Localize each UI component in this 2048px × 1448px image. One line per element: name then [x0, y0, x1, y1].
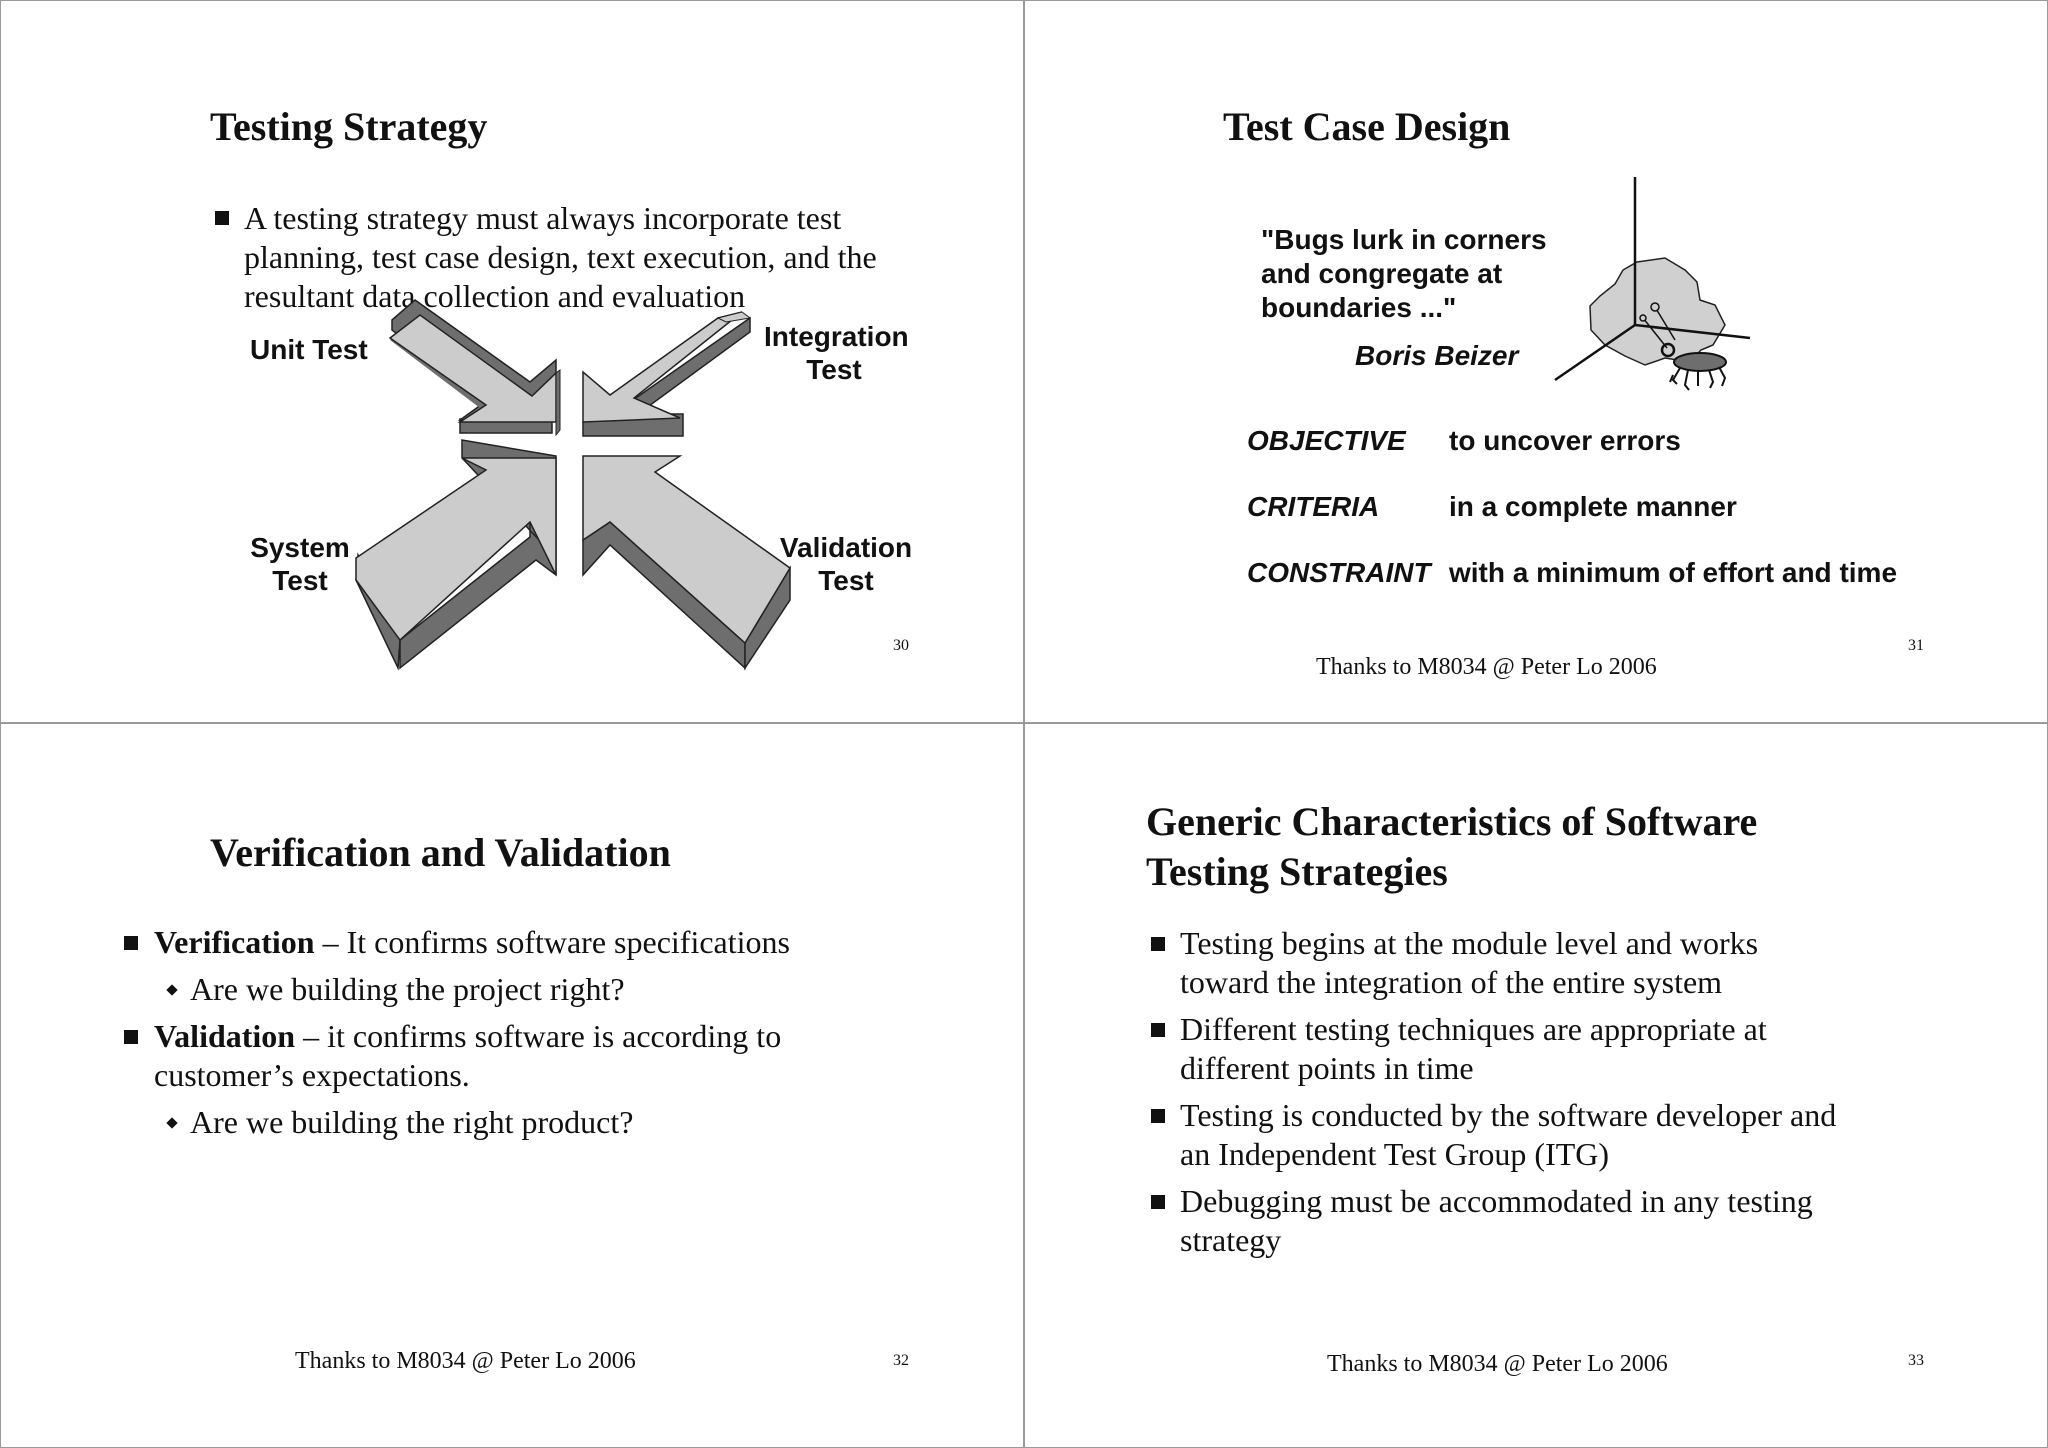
title-line: Testing Strategies: [1146, 849, 1448, 894]
label-line: Validation: [779, 532, 913, 563]
bullet-line: A testing strategy must always incorporate test: [244, 200, 842, 236]
bullet-line: Debugging must be accommodated in any testing: [1180, 1183, 1813, 1219]
term-criteria: CRITERIA: [1247, 491, 1380, 522]
sub-bullet-diamond-icon: [166, 1117, 177, 1128]
slide-verification-validation: [0, 724, 1023, 1448]
unit-test-label: Unit Test: [250, 334, 368, 365]
bullet-line: an Independent Test Group (ITG): [1180, 1136, 1610, 1172]
page-number: 30: [893, 637, 909, 654]
slide-title: Test Case Design: [1223, 104, 1511, 149]
bullet-square-icon: [1151, 1109, 1165, 1123]
verification-question: Are we building the project right?: [190, 971, 625, 1007]
bullet-square-icon: [124, 936, 138, 950]
label-line: Test: [806, 354, 862, 385]
slide-footer: Thanks to M8034 @ Peter Lo 2006: [295, 1348, 636, 1374]
bullet-text: [1180, 1096, 1836, 1174]
bullet-line: strategy: [1180, 1222, 1282, 1258]
bullet-square-icon: [1151, 937, 1165, 951]
sub-bullet-diamond-icon: [166, 984, 177, 995]
system-test-label: [250, 531, 350, 597]
verification-text: – It confirms software specifications: [314, 924, 790, 960]
bullet-line: resultant data collection and evaluation: [244, 278, 746, 314]
validation-text: – it confirms software is according to: [295, 1018, 782, 1054]
bullet-line: different points in time: [1180, 1050, 1474, 1086]
term-objective: OBJECTIVE: [1247, 425, 1406, 456]
slide-title: Testing Strategy: [210, 104, 488, 149]
slide-footer: Thanks to M8034 @ Peter Lo 2006: [1316, 654, 1657, 680]
slide-testing-strategy: [0, 0, 1023, 722]
bullet-square-icon: [1151, 1023, 1165, 1037]
validation-question: Are we building the right product?: [190, 1104, 634, 1140]
bullet-line: toward the integration of the entire system: [1180, 964, 1723, 1000]
term-constraint: CONSTRAINT: [1247, 557, 1431, 588]
slide-title: [1146, 797, 1757, 897]
validation-test-arrow: [583, 456, 790, 668]
bullet-line: Different testing techniques are appropriate at: [1180, 1011, 1767, 1047]
desc-objective: to uncover errors: [1449, 425, 1681, 456]
desc-constraint: with a minimum of effort and time: [1449, 557, 1898, 588]
bullet-line: Testing is conducted by the software developer and: [1180, 1097, 1837, 1133]
quote-line: and congregate at: [1261, 258, 1503, 289]
bullet-square-icon: [1151, 1195, 1165, 1209]
bullet-square-icon: [124, 1030, 138, 1044]
integration-test-arrow: [583, 312, 750, 436]
label-line: Integration: [764, 321, 909, 352]
bug-in-corner-illustration: [1025, 0, 2048, 722]
slide-generic-characteristics: [1025, 724, 2048, 1448]
slide-footer: Thanks to M8034 @ Peter Lo 2006: [1327, 1351, 1668, 1377]
unit-test-arrow: [390, 300, 560, 435]
verification-item: [154, 923, 790, 962]
quote-line: boundaries ...": [1261, 292, 1457, 323]
page-number: 32: [893, 1352, 909, 1369]
validation-item: [154, 1017, 781, 1095]
label-line: Test: [272, 565, 328, 596]
label-line: Test: [818, 565, 874, 596]
term-verification: Verification: [154, 924, 315, 960]
quote-line: "Bugs lurk in corners: [1261, 224, 1547, 255]
validation-text-cont: customer’s expectations.: [154, 1057, 470, 1093]
integration-test-label: [764, 320, 909, 386]
page-number: 31: [1908, 637, 1924, 654]
bullet-line: Testing begins at the module level and works: [1180, 925, 1759, 961]
label-line: System: [250, 532, 350, 563]
title-line: Generic Characteristics of Software: [1146, 799, 1758, 844]
system-test-arrow: [356, 440, 556, 668]
page-number: 33: [1908, 1352, 1924, 1369]
term-validation: Validation: [154, 1018, 296, 1054]
validation-test-label: [778, 531, 914, 597]
bullet-text: [1180, 1182, 1813, 1260]
slide-title: Verification and Validation: [210, 830, 671, 875]
slide-test-case-design: [1025, 0, 2048, 722]
bullet-line: planning, test case design, text execution, and the: [244, 239, 877, 275]
bullet-text: [1180, 924, 1758, 1002]
desc-criteria: in a complete manner: [1449, 491, 1737, 522]
quote-author: Boris Beizer: [1355, 340, 1519, 371]
bullet-text: [1180, 1010, 1767, 1088]
